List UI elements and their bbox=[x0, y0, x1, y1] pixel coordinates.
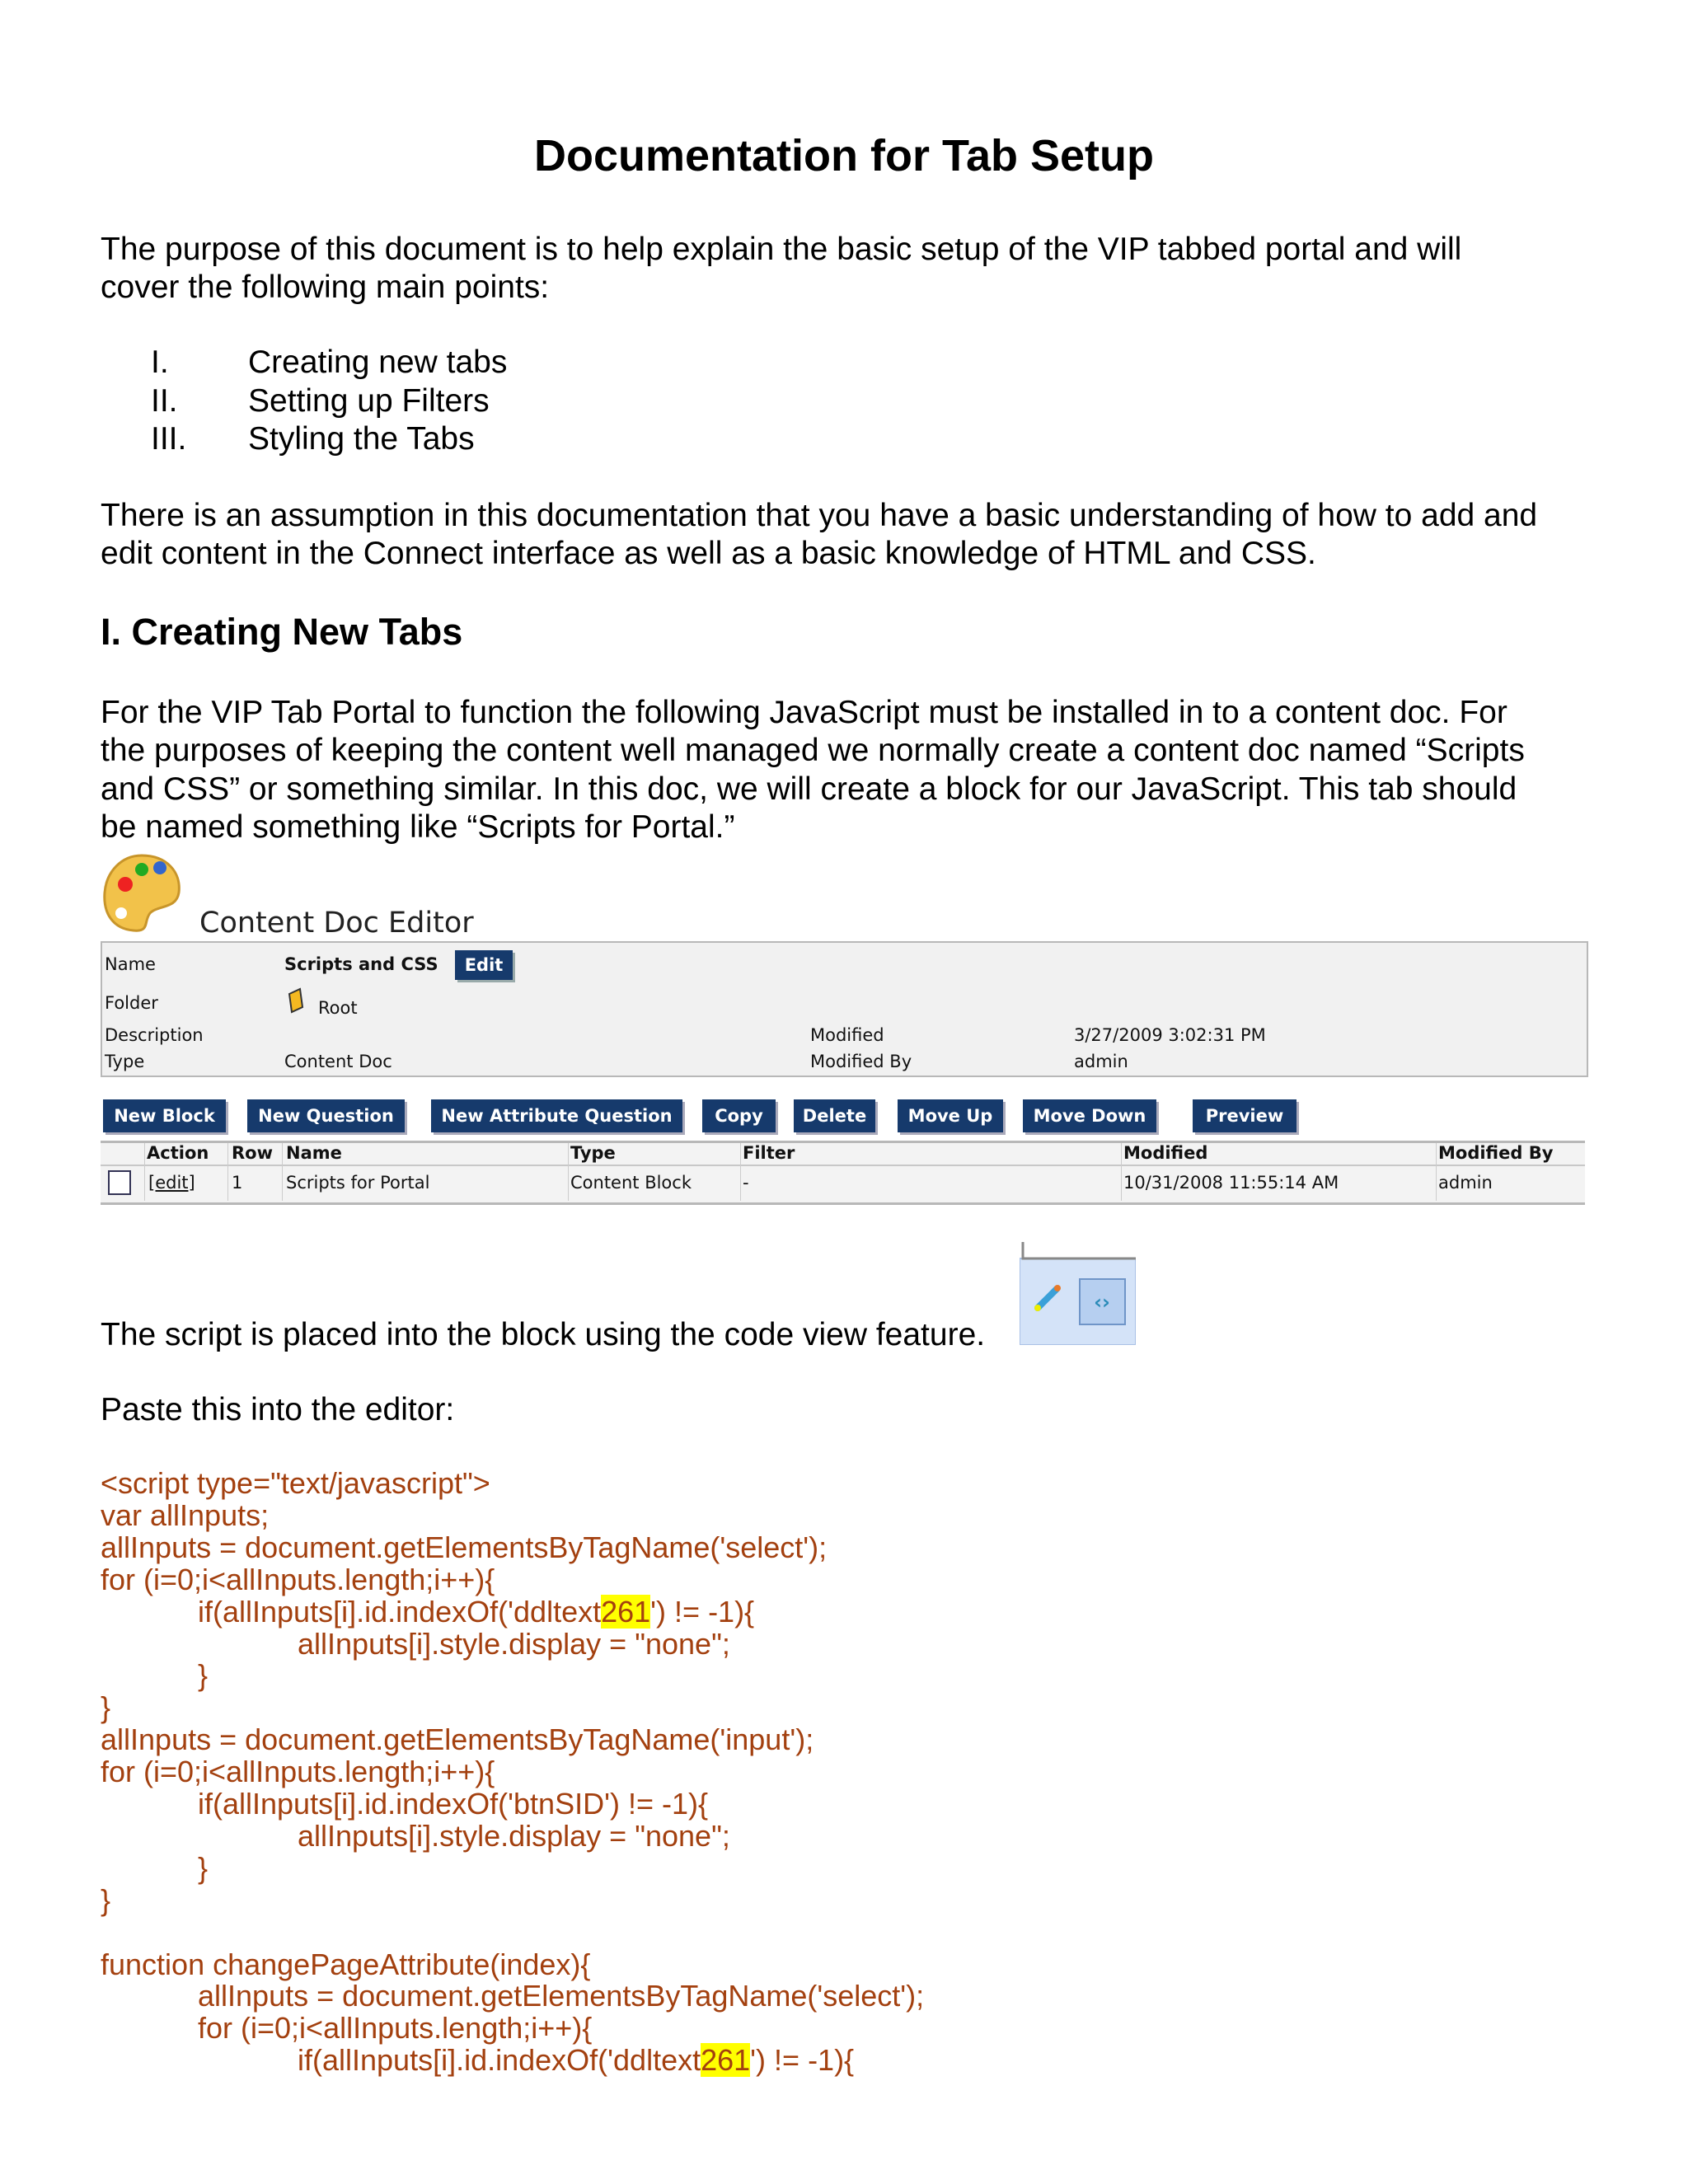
description-label: Description bbox=[105, 1025, 204, 1045]
row-number: 1 bbox=[232, 1173, 243, 1193]
code-line: } bbox=[101, 1882, 111, 1917]
row-checkbox[interactable] bbox=[108, 1170, 131, 1195]
code-line: for (i=0;i<allInputs.length;i++){ bbox=[198, 2011, 593, 2046]
folder-label: Folder bbox=[105, 993, 158, 1013]
preview-button[interactable]: Preview bbox=[1193, 1099, 1296, 1132]
paste-instruction: Paste this into the editor: bbox=[101, 1392, 455, 1427]
code-view-icon bbox=[1080, 1279, 1125, 1324]
column-header-type: Type bbox=[570, 1143, 616, 1163]
assumption-line: There is an assumption in this documentation that you have a basic understanding of how to add and bbox=[101, 498, 1538, 533]
code-line: allInputs = document.getElementsByTagName('select'); bbox=[198, 1979, 925, 2013]
code-line: <script type="text/javascript"> bbox=[101, 1466, 490, 1500]
code-view-toolbar bbox=[1020, 1242, 1136, 1345]
column-header-modified-by: Modified By bbox=[1438, 1143, 1554, 1163]
header-divider bbox=[101, 1165, 1585, 1166]
row-type: Content Block bbox=[570, 1173, 692, 1193]
list-item: Creating new tabs bbox=[248, 344, 508, 380]
code-line: allInputs = document.getElementsByTagName('input'); bbox=[101, 1722, 814, 1757]
intro-line: The purpose of this document is to help explain the basic setup of the VIP tabbed portal and will bbox=[101, 232, 1462, 267]
code-line: } bbox=[101, 1690, 111, 1725]
code-line: } bbox=[198, 1850, 209, 1885]
palette-icon bbox=[101, 851, 183, 934]
code-line: } bbox=[198, 1658, 209, 1693]
list-item: Styling the Tabs bbox=[248, 421, 475, 457]
editor-title: Content Doc Editor bbox=[199, 907, 474, 940]
edit-row-link[interactable]: [edit] bbox=[148, 1173, 195, 1193]
column-header-filter: Filter bbox=[743, 1143, 795, 1163]
row-modified-by: admin bbox=[1438, 1173, 1493, 1193]
code-line: function changePageAttribute(index){ bbox=[101, 1947, 591, 1981]
move-down-button[interactable]: Move Down bbox=[1023, 1099, 1156, 1132]
new-block-button[interactable]: New Block bbox=[103, 1099, 226, 1132]
modified-by-label: Modified By bbox=[810, 1052, 912, 1071]
modified-value: 3/27/2009 3:02:31 PM bbox=[1074, 1025, 1266, 1045]
list-number: III. bbox=[151, 421, 187, 457]
list-item: Setting up Filters bbox=[248, 383, 490, 419]
row-filter: - bbox=[743, 1173, 749, 1193]
code-line: for (i=0;i<allInputs.length;i++){ bbox=[101, 1755, 495, 1789]
column-header-modified: Modified bbox=[1123, 1143, 1208, 1163]
copy-button[interactable]: Copy bbox=[702, 1099, 776, 1132]
highlighted-text: 261 bbox=[701, 2043, 751, 2078]
edit-button[interactable]: Edit bbox=[455, 950, 513, 980]
svg-text:‹›: ‹› bbox=[1094, 1291, 1110, 1314]
intro-line: cover the following main points: bbox=[101, 269, 550, 305]
list-number: II. bbox=[151, 383, 178, 419]
modified-by-value: admin bbox=[1074, 1052, 1128, 1071]
code-line: if(allInputs[i].id.indexOf('ddltext261') != -1){ bbox=[298, 2043, 855, 2078]
section-para-line: be named something like “Scripts for Portal.” bbox=[101, 809, 735, 845]
name-label: Name bbox=[105, 954, 156, 974]
code-line: allInputs = document.getElementsByTagName('select'); bbox=[101, 1530, 828, 1564]
code-line: var allInputs; bbox=[101, 1497, 270, 1532]
code-line: if(allInputs[i].id.indexOf('ddltext261') != -1){ bbox=[198, 1594, 755, 1629]
column-header-action: Action bbox=[147, 1143, 209, 1163]
section-para-line: For the VIP Tab Portal to function the following JavaScript must be installed in to a content doc. For bbox=[101, 695, 1507, 730]
move-up-button[interactable]: Move Up bbox=[898, 1099, 1003, 1132]
new-attribute-question-button[interactable]: New Attribute Question bbox=[431, 1099, 682, 1132]
type-value: Content Doc bbox=[284, 1052, 392, 1071]
column-header-name: Name bbox=[286, 1143, 342, 1163]
folder-value: Root bbox=[318, 998, 358, 1018]
type-label: Type bbox=[105, 1052, 145, 1071]
modified-label: Modified bbox=[810, 1025, 884, 1045]
name-value: Scripts and CSS bbox=[284, 954, 438, 974]
folder-icon bbox=[287, 987, 305, 1014]
list-number: I. bbox=[151, 344, 169, 380]
section-heading: I. Creating New Tabs bbox=[101, 611, 463, 653]
code-line: allInputs[i].style.display = "none"; bbox=[298, 1818, 730, 1853]
section-para-line: the purposes of keeping the content well managed we normally create a content doc named “Scripts bbox=[101, 733, 1525, 768]
code-line: allInputs[i].style.display = "none"; bbox=[298, 1626, 730, 1661]
row-name: Scripts for Portal bbox=[286, 1173, 430, 1193]
row-modified: 10/31/2008 11:55:14 AM bbox=[1123, 1173, 1339, 1193]
section-para-line: and CSS” or something similar. In this doc, we will create a block for our JavaScript. This tab should bbox=[101, 771, 1517, 807]
page-title: Documentation for Tab Setup bbox=[534, 131, 1154, 180]
column-header-row: Row bbox=[232, 1143, 273, 1163]
delete-button[interactable]: Delete bbox=[794, 1099, 875, 1132]
code-line: if(allInputs[i].id.indexOf('btnSID') != -1){ bbox=[198, 1787, 708, 1821]
code-view-text: The script is placed into the block using the code view feature. bbox=[101, 1317, 986, 1352]
code-line: for (i=0;i<allInputs.length;i++){ bbox=[101, 1562, 495, 1596]
assumption-line: edit content in the Connect interface as well as a basic knowledge of HTML and CSS. bbox=[101, 536, 1316, 571]
highlighted-text: 261 bbox=[601, 1594, 651, 1629]
new-question-button[interactable]: New Question bbox=[247, 1099, 405, 1132]
